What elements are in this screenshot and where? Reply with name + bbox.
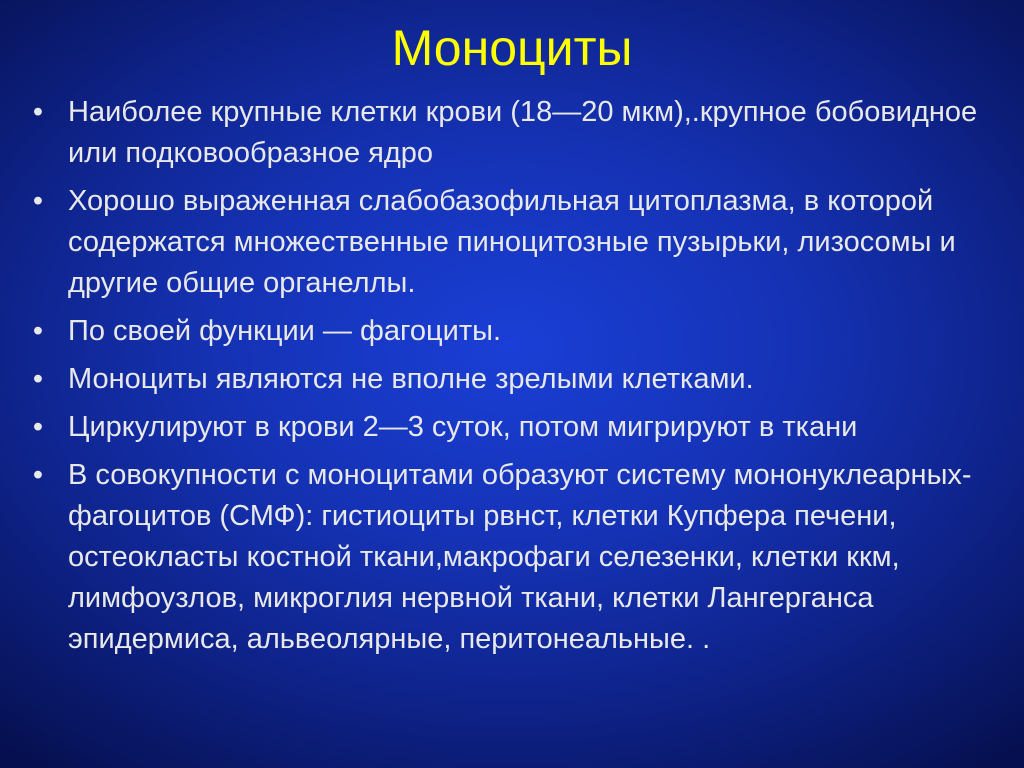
bullet-dot-icon: • [32,363,44,395]
bullet-text: Моноциты являются не вполне зрелыми клетками. [68,363,754,395]
bullet-item [28,311,1008,352]
bullet-text: Хорошо выраженная слабобазофильная цитоплазма, в которой содержатся множественные пиноцитозные пузырьки, лизосомы и другие общие органеллы. [68,185,956,299]
bullet-dot-icon: • [32,459,44,491]
bullet-item [28,359,1008,400]
bullet-text: По своей функции — фагоциты. [68,315,502,347]
bullet-text: Циркулируют в крови 2—3 суток, потом мигрируют в ткани [68,411,858,443]
bullet-dot-icon: • [32,411,44,443]
bullet-list [28,92,1008,667]
bullet-item [28,407,1008,448]
bullet-item [28,92,1008,174]
bullet-dot-icon: • [32,315,44,347]
bullet-text: В совокупности с моноцитами образуют систему мононуклеарных-фагоцитов (СМФ): гистиоциты рвнст, клетки Купфера печени, остеокласты костной ткани,макрофаги селезенки, клетки ккм, лимфоузлов, микроглия нервной ткани, клетки Лангерганса эпидермиса, альвеолярные, перитонеальные. . [68,459,972,655]
bullet-item [28,181,1008,304]
bullet-dot-icon: • [32,96,44,128]
bullet-item [28,455,1008,660]
bullet-dot-icon: • [32,185,44,217]
slide-title: Моноциты [391,20,633,76]
bullet-text: Наиболее крупные клетки крови (18—20 мкм),.крупное бобовидное или подковообразное ядро [68,96,978,169]
